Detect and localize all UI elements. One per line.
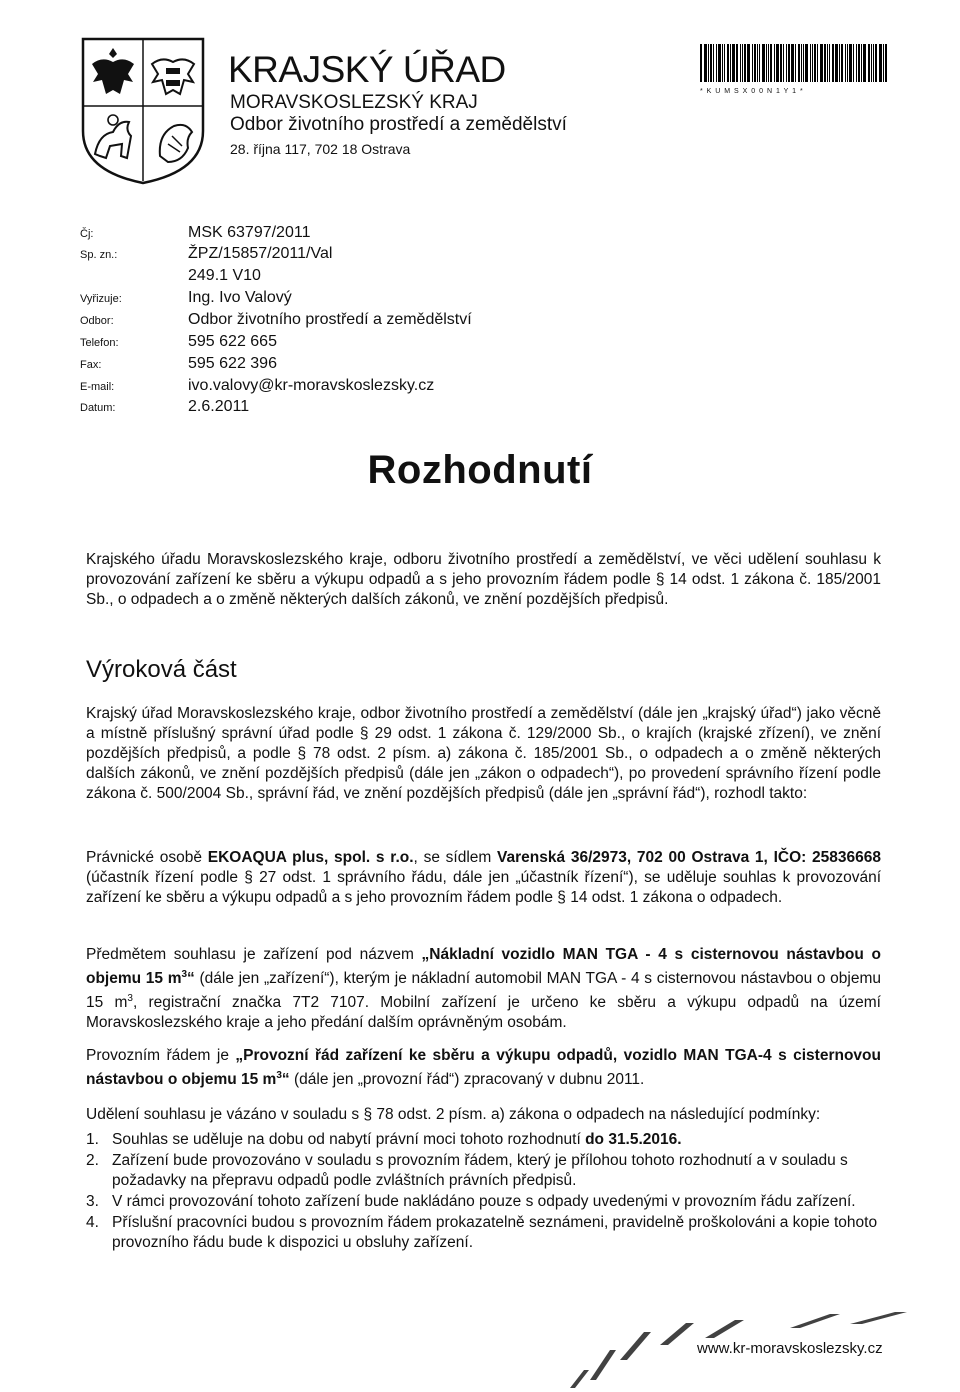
barcode-bar bbox=[849, 44, 852, 82]
meta-label: Sp. zn.: bbox=[80, 249, 118, 261]
barcode-bar bbox=[766, 44, 767, 82]
barcode-bar bbox=[744, 44, 746, 82]
barcode-bar bbox=[786, 44, 787, 82]
applicant-name: EKOAQUA plus, spol. s r.o. bbox=[207, 849, 414, 866]
barcode-bar bbox=[839, 44, 840, 82]
list-text-bold: do 31.5.2016. bbox=[585, 1131, 682, 1148]
barcode-bars bbox=[700, 44, 890, 82]
header-office-title: KRAJSKÝ ÚŘAD bbox=[228, 49, 506, 90]
meta-value: ivo.valovy@kr-moravskoslezsky.cz bbox=[188, 377, 435, 394]
barcode-bar bbox=[885, 44, 887, 82]
header-address: 28. října 117, 702 18 Ostrava bbox=[230, 141, 411, 157]
barcode-bar bbox=[824, 44, 826, 82]
barcode-bar bbox=[732, 44, 735, 82]
barcode-bar bbox=[883, 44, 884, 82]
barcode-bar bbox=[754, 44, 756, 82]
barcode-bar bbox=[820, 44, 823, 82]
meta-label: Fax: bbox=[80, 359, 102, 371]
facility-name: „Nákladní vozidlo MAN TGA - 4 s cisternovou nástavbou o objemu 15 $m^3“$ bbox=[86, 946, 882, 988]
barcode-bar bbox=[858, 44, 860, 82]
barcode-bar bbox=[835, 44, 838, 82]
barcode-bar bbox=[730, 44, 731, 82]
meta-value: 249.1 V10 bbox=[188, 267, 261, 284]
barcode-bar bbox=[827, 44, 828, 82]
subject-text: (dále jen „zařízení“), kterým je nákladní automobil MAN TGA - 4 s cisternovou nástavbou o objemu 15 m bbox=[86, 970, 881, 1012]
meta-label: Odbor: bbox=[80, 315, 114, 327]
subject-text: Předmětem souhlasu je zařízení pod názvem bbox=[86, 946, 422, 963]
barcode-bar bbox=[757, 44, 758, 82]
rules-name: „Provozní řád zařízení ke sběru a výkupu odpadů, vozidlo MAN TGA-4 s cisternovou nástavbou o objemu 15 $m^3“$ bbox=[86, 1047, 881, 1089]
barcode-bar bbox=[780, 44, 782, 82]
subject-paragraph bbox=[86, 945, 881, 1033]
barcode-bar bbox=[873, 44, 874, 82]
list-number: 1. bbox=[86, 1131, 99, 1148]
barcode-bar bbox=[805, 44, 808, 82]
applicant-text: , se sídlem bbox=[413, 849, 498, 866]
barcode-bar bbox=[740, 44, 741, 82]
meta-value: 2.6.2011 bbox=[188, 398, 250, 415]
list-number: 2. bbox=[86, 1152, 99, 1169]
meta-value: Odbor životního prostředí a zemědělství bbox=[188, 311, 472, 328]
list-item bbox=[86, 1130, 881, 1150]
barcode-bar bbox=[747, 44, 750, 82]
footer-website: www.kr-moravskoslezsky.cz bbox=[697, 1340, 883, 1357]
superscript: 3 bbox=[127, 993, 133, 1005]
conditions-intro: Udělení souhlasu je vázáno v souladu s § 78 odst. 2 písm. a) zákona o odpadech na následující podmínky: bbox=[86, 1106, 821, 1123]
barcode-bar bbox=[774, 44, 775, 82]
list-number: 4. bbox=[86, 1214, 99, 1231]
barcode-bar bbox=[716, 44, 717, 82]
barcode-bar bbox=[803, 44, 804, 82]
meta-label: Čj: bbox=[80, 228, 94, 240]
barcode-bar bbox=[770, 44, 772, 82]
barcode-bar bbox=[742, 44, 743, 82]
barcode-bar bbox=[768, 44, 769, 82]
meta-value: MSK 63797/2011 bbox=[188, 224, 311, 241]
list-item bbox=[86, 1213, 881, 1253]
meta-label: Datum: bbox=[80, 402, 116, 414]
barcode-bar bbox=[783, 44, 784, 82]
list-text: Souhlas se uděluje na dobu od nabytí právní moci tohoto rozhodnutí bbox=[112, 1131, 586, 1148]
intro-paragraph: Krajského úřadu Moravskoslezského kraje, odboru životního prostředí a zemědělství, ve věci udělení souhlasu k provozování zařízení ke sběru a výkupu odpadů a s jeho provozním řádem podle § 14 odst. 1 zákona č. 185/2001 Sb., o odpadech a o změně některých dalších zákonů, ve znění pozdějších předpisů. bbox=[86, 551, 881, 608]
meta-value: 595 622 665 bbox=[188, 333, 277, 350]
barcode-bar bbox=[798, 44, 800, 82]
barcode-bar bbox=[868, 44, 870, 82]
barcode-bar bbox=[713, 44, 714, 82]
header-department: Odbor životního prostředí a zemědělství bbox=[230, 114, 567, 135]
barcode-bar bbox=[801, 44, 802, 82]
list-item bbox=[86, 1192, 881, 1212]
meta-value: 595 622 396 bbox=[188, 355, 277, 372]
barcode-bar bbox=[841, 44, 843, 82]
region-coat-of-arms-logo bbox=[80, 36, 206, 186]
applicant-paragraph bbox=[86, 848, 881, 908]
barcode-bar bbox=[700, 44, 702, 82]
barcode-bar bbox=[708, 44, 709, 82]
barcode-bar bbox=[704, 44, 707, 82]
document-barcode bbox=[700, 44, 890, 95]
meta-value: Ing. Ivo Valový bbox=[188, 289, 292, 306]
barcode-bar bbox=[814, 44, 816, 82]
conditions-list bbox=[86, 1130, 881, 1254]
barcode-bar bbox=[829, 44, 830, 82]
operating-rules-paragraph bbox=[86, 1046, 881, 1090]
applicant-text: (účastník řízení podle § 27 odst. 1 správního řádu, dále jen „účastník řízení“), se uděluje souhlas k provozování zařízení ke sběru a výkupu odpadů a s jeho provozním řádem podle § 14 odst. 1 zákona o odpadech. bbox=[86, 869, 881, 906]
barcode-bar bbox=[759, 44, 760, 82]
barcode-bar bbox=[722, 44, 723, 82]
barcode-bar bbox=[788, 44, 790, 82]
barcode-bar bbox=[795, 44, 796, 82]
barcode-bar bbox=[861, 44, 862, 82]
meta-label: Vyřizuje: bbox=[80, 293, 122, 305]
applicant-address: Varenská 36/2973, 702 00 Ostrava 1, IČO: 25836668 bbox=[497, 849, 881, 866]
barcode-bar bbox=[832, 44, 834, 82]
barcode-bar bbox=[810, 44, 811, 82]
document-title: Rozhodnutí bbox=[367, 448, 593, 492]
barcode-bar bbox=[776, 44, 779, 82]
barcode-bar bbox=[762, 44, 765, 82]
meta-label: Telefon: bbox=[80, 337, 119, 349]
barcode-bar bbox=[875, 44, 877, 82]
decision-paragraph: Krajský úřad Moravskoslezského kraje, odbor životního prostředí a zemědělství (dále jen „krajský úřad“) jako věcně a místně příslušný správní úřad podle § 29 odst. 1 zákona č. 129/2000 Sb., o krajích (krajské zřízení), ve znění pozdějších předpisů, a podle § 78 odst. 2 písm. a) zákona č. 185/2001 Sb., o odpadech a o změně některých dalších zákonů, ve znění pozdějších předpisů (dále jen „zákon o odpadech“), po provedení správního řízení podle zákona č. 500/2004 Sb., správní řád, ve znění pozdějších předpisů (dále jen „správní řád“), rozhodl takto: bbox=[86, 705, 881, 802]
barcode-text: * K U M S X 0 0 N 1 Y 1 * bbox=[700, 88, 804, 95]
barcode-bar bbox=[817, 44, 818, 82]
rules-text: (dále jen „provozní řád“) zpracovaný v dubnu 2011. bbox=[289, 1071, 645, 1089]
barcode-bar bbox=[710, 44, 712, 82]
barcode-bar bbox=[847, 44, 848, 82]
meta-value: ŽPZ/15857/2011/Val bbox=[188, 245, 333, 262]
barcode-bar bbox=[724, 44, 725, 82]
barcode-bar bbox=[871, 44, 872, 82]
barcode-bar bbox=[863, 44, 866, 82]
barcode-bar bbox=[718, 44, 721, 82]
barcode-bar bbox=[812, 44, 813, 82]
barcode-bar bbox=[845, 44, 846, 82]
list-text: Zařízení bude provozováno v souladu s provozním řádem, který je přílohou tohoto rozhodnutí a v souladu s požadavky na přepravu odpadů podle zvláštních právních předpisů. bbox=[112, 1152, 848, 1189]
barcode-bar bbox=[727, 44, 729, 82]
rules-text: Provozním řádem je bbox=[86, 1047, 236, 1064]
barcode-bar bbox=[736, 44, 738, 82]
list-item bbox=[86, 1151, 881, 1191]
applicant-text: Právnické osobě bbox=[86, 849, 208, 866]
list-text: V rámci provozování tohoto zařízení bude nakládáno pouze s odpady uvedenými v provozním řádu zařízení. bbox=[112, 1193, 856, 1210]
section-heading: Výroková část bbox=[86, 656, 237, 683]
header-region: MORAVSKOSLEZSKÝ KRAJ bbox=[230, 92, 478, 113]
barcode-bar bbox=[856, 44, 857, 82]
barcode-bar bbox=[752, 44, 753, 82]
barcode-bar bbox=[879, 44, 882, 82]
meta-label: E-mail: bbox=[80, 381, 115, 393]
barcode-bar bbox=[853, 44, 854, 82]
list-text: Příslušní pracovníci budou s provozním řádem prokazatelně seznámeni, pravidelně proškolováni a kopie tohoto provozního řádu bude k dispozici u obsluhy zařízení. bbox=[112, 1214, 878, 1251]
list-number: 3. bbox=[86, 1193, 99, 1210]
subject-text: , registrační značka 7T2 7107. Mobilní zařízení je určeno ke sběru a výkupu odpadů na území Moravskoslezského kraje a jeho předání dalším oprávněným osobám. bbox=[86, 994, 881, 1032]
barcode-bar bbox=[791, 44, 794, 82]
